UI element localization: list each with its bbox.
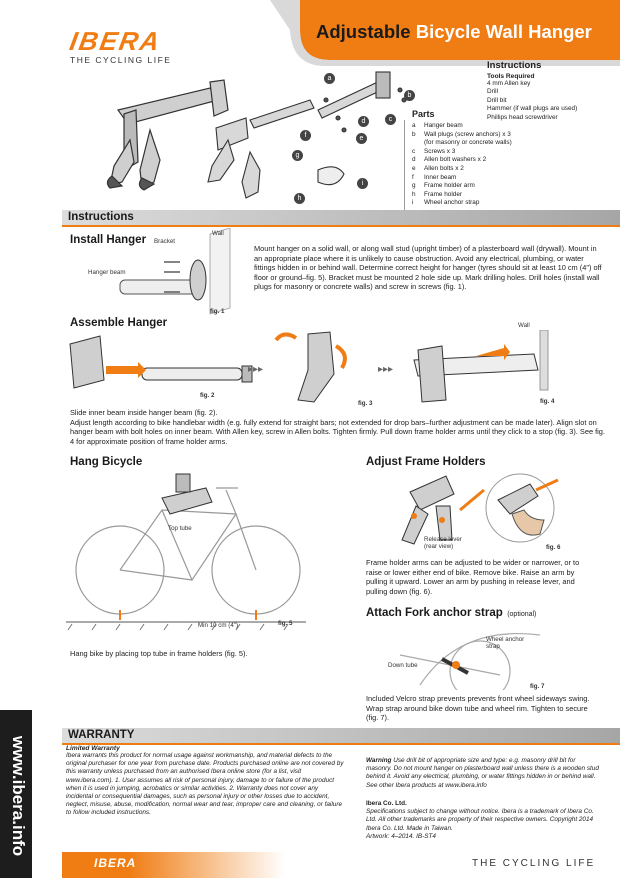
artwork-code: Artwork: 4–2014. IB-ST4 bbox=[366, 832, 436, 840]
limited-warranty bbox=[66, 745, 346, 818]
warranty-warning bbox=[366, 757, 602, 790]
title-part-1: Adjustable bbox=[316, 21, 411, 42]
parts-key: d bbox=[412, 156, 416, 164]
parts-key: g bbox=[412, 182, 416, 190]
warranty-left-text: Ibera warrants this product for normal usage against workmanship, and material defects to the original purchaser for one year from purchase date. Products purchased online are not covered by this warranty unless purchased from an authorised Ibera online store (for a list, visit www.ibera.com). 1. User assumes all risk of personal injury, damage to or failure of the product when it is used in jumping, acrobatics or similar activities. 2. Warranty does not cover any incidental or consequential damages, such as personal injury or other losses due to accident, neglect, misuse, abuse, modification, normal wear and tear, improper care and cleaning, or failure to follow included instructions. bbox=[66, 752, 344, 817]
fork-text: Included Velcro strap prevents prevents front wheel sideways swing. Wrap strap around bike down tube and wheel rim. Tighten to secure (fig. 7). bbox=[366, 694, 590, 723]
install-heading: Install Hanger bbox=[70, 234, 147, 246]
warranty-bar-title: WARRANTY bbox=[68, 729, 135, 741]
parts-list bbox=[412, 122, 592, 208]
fig2-4-illustration bbox=[64, 330, 604, 408]
parts-item bbox=[412, 191, 592, 200]
parts-item bbox=[412, 122, 592, 131]
tools-box-title: Instructions bbox=[487, 60, 542, 71]
fig4-label: fig. 4 bbox=[540, 398, 555, 405]
fig1-wall-label: Wall bbox=[212, 230, 224, 237]
fig5-bike-illustration bbox=[66, 470, 306, 640]
parts-item bbox=[412, 165, 592, 174]
parts-item bbox=[412, 139, 592, 148]
fig5-min-label: Min 10 cm (4") bbox=[198, 622, 239, 629]
fig6-release-lever-label: Release lever bbox=[424, 536, 462, 543]
parts-key: h bbox=[412, 190, 416, 198]
parts-label: Allen bolts x 2 bbox=[424, 164, 464, 172]
logo-tagline: THE CYCLING LIFE bbox=[70, 55, 172, 65]
page-title bbox=[316, 21, 592, 43]
parts-item bbox=[412, 156, 592, 165]
tool-item: 4 mm Allen key bbox=[487, 80, 531, 87]
parts-item bbox=[412, 199, 592, 208]
parts-label: Wall plugs (screw anchors) x 3 bbox=[424, 130, 511, 138]
fig4-wall-label: Wall bbox=[518, 322, 530, 329]
parts-label: Hanger beam bbox=[424, 122, 463, 129]
callout-b: b bbox=[404, 90, 415, 101]
parts-key: i bbox=[412, 199, 414, 207]
parts-label: Inner beam bbox=[424, 173, 457, 181]
fig7-strap-label: strap bbox=[486, 643, 500, 650]
svg-text:▸▸▸: ▸▸▸ bbox=[378, 364, 394, 375]
instructions-bar-title: Instructions bbox=[68, 211, 134, 223]
fig5-top-tube-label: Top tube bbox=[168, 525, 192, 532]
parts-key bbox=[412, 139, 424, 148]
parts-item bbox=[412, 174, 592, 183]
fork-heading-note: (optional) bbox=[507, 611, 537, 618]
fig6-illustration bbox=[380, 470, 570, 550]
fig3-label: fig. 3 bbox=[358, 400, 373, 407]
parts-item bbox=[412, 131, 592, 140]
warranty-left-title: Limited Warranty bbox=[66, 745, 120, 752]
fig6-release-lever bbox=[424, 536, 462, 550]
hang-text: Hang bike by placing top tube in frame holders (fig. 5). bbox=[70, 649, 248, 658]
parts-label: Wheel anchor strap bbox=[424, 199, 480, 207]
callout-h: h bbox=[294, 193, 305, 204]
callout-g: g bbox=[292, 150, 303, 161]
hang-heading: Hang Bicycle bbox=[70, 456, 143, 468]
tool-item: Drill bbox=[487, 88, 499, 96]
callout-e: e bbox=[356, 133, 367, 144]
fig1-bracket-label: Bracket bbox=[154, 238, 175, 245]
parts-key: b bbox=[412, 130, 416, 138]
tools-box bbox=[487, 60, 617, 122]
ibera-logo bbox=[67, 26, 172, 65]
logo-text: IBERA bbox=[67, 26, 164, 56]
warning-text: Use drill bit of appropriate size and type: e.g. masonry drill bit for masonry. Do not mount hanger on plasterboard wall unless there is a wooden stud behind it. Avoid any electrical, plumbing, or water fittings hidden in or behind wall. See other Ibera products at www.ibera.info bbox=[366, 757, 599, 789]
warranty-bar bbox=[62, 728, 620, 745]
parts-key: c bbox=[412, 147, 416, 155]
parts-key: a bbox=[412, 122, 416, 129]
adjust-text: Frame holder arms can be adjusted to be wider or narrower, or to raise or lower either end of bike. Remove bike. Raise an arm by pulling it upward. Lower an arm by pushing in release lever, and pulling down (fig. 6). bbox=[366, 558, 580, 596]
assemble-text: Slide inner beam inside hanger beam (fig. 2). Adjust length according to bike handlebar width (e.g. fully extend for straight bars; not extended for drop bars–further adjustment can be made later). Align slot on hanger beam with bolt holes on inner beam. With Allen key, screw in Allen bolts. Tighten firmly. Pull down frame holder arms until they click to a stop (fig. 3). See fig. 4 for approximate position of frame holder arms. bbox=[70, 408, 605, 446]
tool-item: Phillips head screwdriver bbox=[487, 113, 558, 121]
fig1-hanger-beam-label: Hanger beam bbox=[88, 269, 126, 276]
callout-i: i bbox=[357, 178, 368, 189]
fig6-label: fig. 6 bbox=[546, 544, 561, 551]
parts-key: f bbox=[412, 173, 414, 181]
parts-item bbox=[412, 148, 592, 157]
assemble-heading: Assemble Hanger bbox=[70, 317, 168, 329]
fig7-down-tube-label: Down tube bbox=[388, 662, 418, 669]
warning-label: Warning bbox=[366, 757, 392, 764]
parts-title-text: Parts bbox=[412, 109, 435, 119]
fig2-label: fig. 2 bbox=[200, 392, 215, 399]
callout-a: a bbox=[324, 73, 335, 84]
parts-label: Frame holder bbox=[424, 190, 463, 198]
fig6-rear-view-label: (rear view) bbox=[424, 543, 454, 550]
parts-title bbox=[412, 104, 435, 122]
fork-heading-text: Attach Fork anchor strap bbox=[366, 607, 503, 619]
adjust-heading: Adjust Frame Holders bbox=[366, 456, 486, 468]
company-name: Ibera Co. Ltd. bbox=[366, 800, 407, 807]
fig7-wheel-anchor bbox=[486, 636, 524, 650]
footer-tagline: THE CYCLING LIFE bbox=[472, 858, 596, 869]
parts-label: Frame holder arm bbox=[424, 182, 475, 190]
side-url: www.ibera.info bbox=[9, 735, 28, 857]
tools-title: Tools Required bbox=[487, 73, 535, 80]
instructions-bar bbox=[62, 210, 620, 227]
fig5-label: fig. 5 bbox=[278, 620, 293, 627]
parts-divider bbox=[404, 120, 405, 210]
parts-label: (for masonry or concrete walls) bbox=[424, 139, 512, 147]
install-text: Mount hanger on a solid wall, or along wall stud (upright timber) of a plasterboard wall (drywall). Mount in an appropriate place where it is unlikely to cause obstruction. Avoid any electrical, plumbing, or water fittings hidden in or behind wall. Determine correct height for hanger (tyres should sit at least 10 cm (4") off floor or ground–fig. 5). Bracket must be mounted 2 hole side up. Mark drilling holes. Drill holes (install wall plugs for masonry or concrete walls) and screw in screws (fig. 1). bbox=[254, 244, 602, 292]
company-block bbox=[366, 800, 602, 841]
parts-illustration bbox=[100, 70, 420, 210]
callout-d: d bbox=[358, 116, 369, 127]
callout-c: c bbox=[385, 114, 396, 125]
tool-item: Hammer (if wall plugs are used) bbox=[487, 105, 578, 113]
tool-item: Drill bit bbox=[487, 96, 507, 104]
svg-text:▸▸▸: ▸▸▸ bbox=[248, 364, 264, 375]
parts-item bbox=[412, 182, 592, 191]
fig7-label: fig. 7 bbox=[530, 683, 545, 690]
parts-label: Screws x 3 bbox=[424, 147, 456, 155]
parts-label: Allen bolt washers x 2 bbox=[424, 156, 487, 164]
fig7-illustration bbox=[380, 615, 580, 690]
callout-f: f bbox=[300, 130, 311, 141]
title-part-2: Bicycle Wall Hanger bbox=[415, 21, 592, 42]
fig1-label: fig. 1 bbox=[210, 308, 225, 315]
company-text: Specifications subject to change without notice. Ibera is a trademark of Ibera Co. Ltd. All other trademarks are property of their respective owners. Copyright 2014 Ibera Co. Ltd. Made in Taiwan. bbox=[366, 808, 594, 832]
footer-logo: IBERA bbox=[94, 856, 137, 870]
parts-key: e bbox=[412, 164, 416, 172]
fig7-wheel-anchor-label: Wheel anchor bbox=[486, 636, 525, 643]
